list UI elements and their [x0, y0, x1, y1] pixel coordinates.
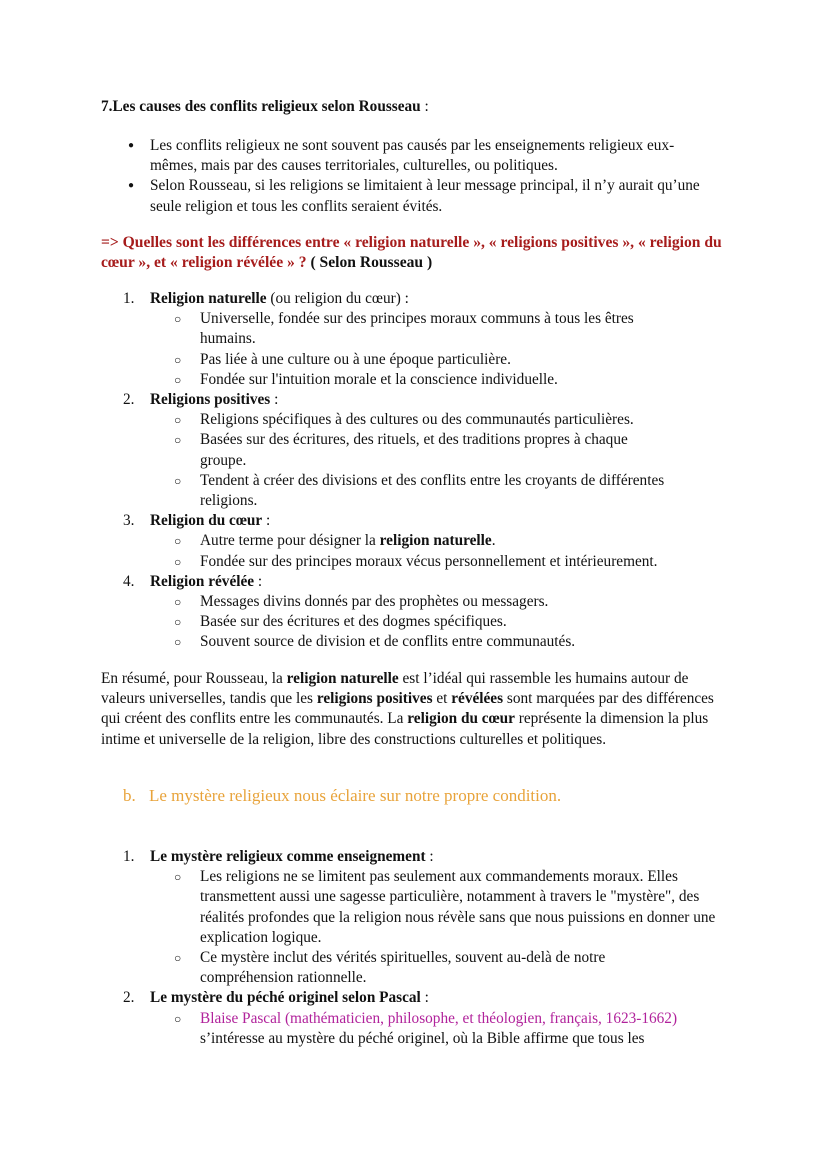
list-item — [101, 511, 731, 572]
causes-list — [101, 136, 721, 217]
sub-item: ○ Basée sur des écritures et des dogmes spécifiques. — [101, 612, 710, 632]
list-item — [101, 390, 731, 511]
text: représente la dimension la plus intime et universelle de la religion, libre des constructions culturelles et politiques. — [101, 710, 709, 748]
sub-text: s’intéresse au mystère du péché originel, où la Bible affirme que tous les — [200, 1029, 645, 1047]
item-number: 2. — [123, 989, 135, 1007]
item-rest: : — [420, 989, 429, 1007]
sub-item: ○ Ce mystère inclut des vérités spirituelles, souvent au-delà de notre compréhension rationnelle. — [101, 948, 730, 988]
question-text: => Quelles sont les différences entre « religion naturelle », « religions positives », « religion du cœur », et « religion révélée » ? — [101, 234, 722, 272]
summary-paragraph — [101, 669, 729, 750]
subheading-b — [123, 786, 753, 806]
subheading-text: Le mystère religieux nous éclaire sur notre propre condition. — [149, 786, 562, 805]
text: est l’idéal qui rassemble les humains autour de valeurs universelles, tandis que les — [101, 670, 689, 708]
sub-item: ○ Pas liée à une culture ou à une époque particulière. — [101, 350, 710, 370]
religions-list — [101, 289, 731, 653]
bold-text: religion naturelle — [286, 670, 399, 687]
question-heading — [101, 233, 731, 273]
pascal-reference: Blaise Pascal (mathématicien, philosophe, et théologien, français, 1623-1662) — [200, 1009, 678, 1027]
item-title: Religion révélée — [150, 572, 255, 590]
item-number: 2. — [123, 391, 135, 409]
bold-text: religion du cœur — [407, 710, 515, 728]
title-text: 7.Les causes des conflits religieux selon Rousseau — [101, 98, 421, 115]
item-title: Religion naturelle — [150, 290, 267, 307]
sub-item: ○ Religions spécifiques à des cultures ou des communautés particulières. — [101, 410, 690, 430]
mystery-list — [101, 847, 731, 1049]
item-rest: : — [270, 391, 279, 409]
sub-bold: religion naturelle — [379, 532, 492, 550]
list-item: ● Selon Rousseau, si les religions se limitaient à leur message principal, il n’y aurait qu’une seule religion et tous les conflits seraient évités. — [101, 176, 721, 216]
item-rest: : — [254, 572, 263, 590]
item-title: Religion du cœur — [150, 512, 263, 530]
list-item — [101, 572, 731, 653]
question-suffix: ( Selon Rousseau ) — [306, 254, 433, 272]
sub-text: Autre terme pour désigner la — [200, 532, 380, 550]
sub-item: ○ Basées sur des écritures, des rituels, et des traditions propres à chaque groupe. — [101, 430, 690, 470]
bold-text: religions positives — [316, 690, 433, 708]
sub-item: ○ Souvent source de division et de conflits entre communautés. — [101, 632, 710, 652]
list-item — [101, 289, 731, 390]
item-number: 3. — [123, 512, 135, 530]
item-number: 4. — [123, 572, 135, 590]
text: sont marquées par des différences qui créent des conflits entre les communautés. La — [101, 690, 714, 728]
item-title: Religions positives — [150, 391, 271, 409]
bold-text: révélées — [451, 690, 504, 708]
text: En résumé, pour Rousseau, la — [101, 670, 287, 687]
subheading-letter: b. — [123, 786, 136, 805]
item-rest: : — [262, 512, 271, 530]
item-title: Le mystère du péché originel selon Pascal — [150, 989, 421, 1007]
item-number: 1. — [123, 290, 135, 307]
list-item: ● Les conflits religieux ne sont souvent pas causés par les enseignements religieux eux-mêmes, mais par des causes territoriales, culturelles, ou politiques. — [101, 136, 721, 176]
item-number: 1. — [123, 848, 135, 865]
item-rest: : — [425, 848, 434, 865]
sub-item — [101, 531, 720, 551]
sub-item: ○ Les religions ne se limitent pas seulement aux commandements moraux. Elles transmettent aussi une sagesse particulière, notamment à travers le "mystère", des réalités profondes que la religion nous révèle sans que nous puissions en donner une explication logique. — [101, 867, 730, 948]
sub-item: ○ Universelle, fondée sur des principes moraux communs à tous les êtres humains. — [101, 309, 710, 349]
sub-item: ○ Tendent à créer des divisions et des conflits entre les croyants de différentes religions. — [101, 471, 690, 511]
list-item — [101, 847, 731, 988]
sub-item: ○ Fondée sur l'intuition morale et la conscience individuelle. — [101, 370, 710, 390]
list-item — [101, 988, 731, 1049]
sub-item: ○ Messages divins donnés par des prophètes ou messagers. — [101, 592, 710, 612]
section-7-title — [101, 97, 731, 117]
item-title: Le mystère religieux comme enseignement — [150, 848, 426, 865]
sub-item: ○ Fondée sur des principes moraux vécus personnellement et intérieurement. — [101, 552, 720, 572]
sub-text: . — [491, 532, 496, 550]
text: et — [432, 690, 452, 708]
item-rest: (ou religion du cœur) : — [266, 290, 409, 307]
title-colon: : — [420, 98, 429, 115]
sub-item — [101, 1009, 730, 1049]
